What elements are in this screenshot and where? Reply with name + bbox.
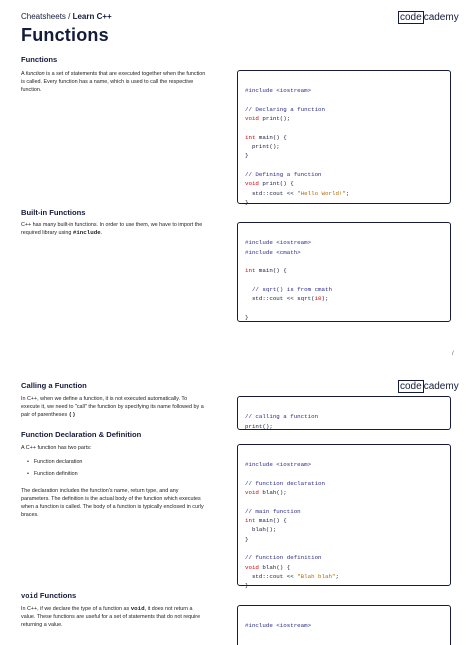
code-block-declaration: #include <iostream> // function declaration void blah(); // main function int main() { blah(); } // function definition void blah() { std::cout << "Blah blah"; } [237, 444, 451, 586]
breadcrumb: Cheatsheets / Learn C++ [21, 12, 112, 21]
code-block-calling: // calling a function print(); [237, 396, 451, 430]
codecademy-logo[interactable]: code cademy [400, 12, 459, 23]
code-block-void: #include <iostream> [237, 605, 451, 645]
code-block-functions: #include <iostream> // Declaring a function void print(); int main() { print(); } // Defining a function void print() { std::cout << "Hello World!"; } [237, 70, 451, 204]
declaration-description: The declaration includes the function's name, return type, and any parameters. The definition is the actual body of the function which executes when a function is called. The body of a function is typically enclosed in curly braces. [21, 488, 204, 518]
codecademy-logo-page2[interactable]: code cademy [400, 381, 459, 392]
section-heading-void: void Functions [21, 591, 77, 601]
declaration-intro: A C++ function has two parts: [21, 445, 92, 451]
code-block-builtin: #include <iostream> #include <cmath> int main() { // sqrt() is from cmath std::cout << sqrt(10); } [237, 222, 451, 322]
builtin-description: C++ has many built-in functions. In order to use them, we have to import the required library using #include. [21, 222, 203, 236]
void-description: In C++, if we declare the type of a function as void, it does not return a value. These functions are useful for a set of statements that do not require returning a value. [21, 605, 201, 628]
list-item: • Function definition [27, 471, 78, 477]
breadcrumb-current[interactable]: Learn C++ [72, 12, 112, 21]
section-heading-calling: Calling a Function [21, 381, 87, 390]
calling-description: In C++, when we define a function, it is not executed automatically. To execute it, we need to "call" the function by specifying its name followed by a pair of parentheses () [21, 396, 204, 418]
page-break-mark: / [452, 351, 454, 357]
list-item: • Function declaration [27, 459, 82, 465]
page-title: Functions [21, 25, 109, 45]
section-heading-builtin: Built-in Functions [21, 208, 86, 217]
functions-description: A function is a set of statements that are executed together when the function is called. Every function has a name, which is used to call the respective function. [21, 71, 206, 93]
section-heading-functions: Functions [21, 55, 58, 64]
section-heading-declaration: Function Declaration & Definition [21, 430, 142, 439]
breadcrumb-parent[interactable]: Cheatsheets [21, 12, 66, 21]
